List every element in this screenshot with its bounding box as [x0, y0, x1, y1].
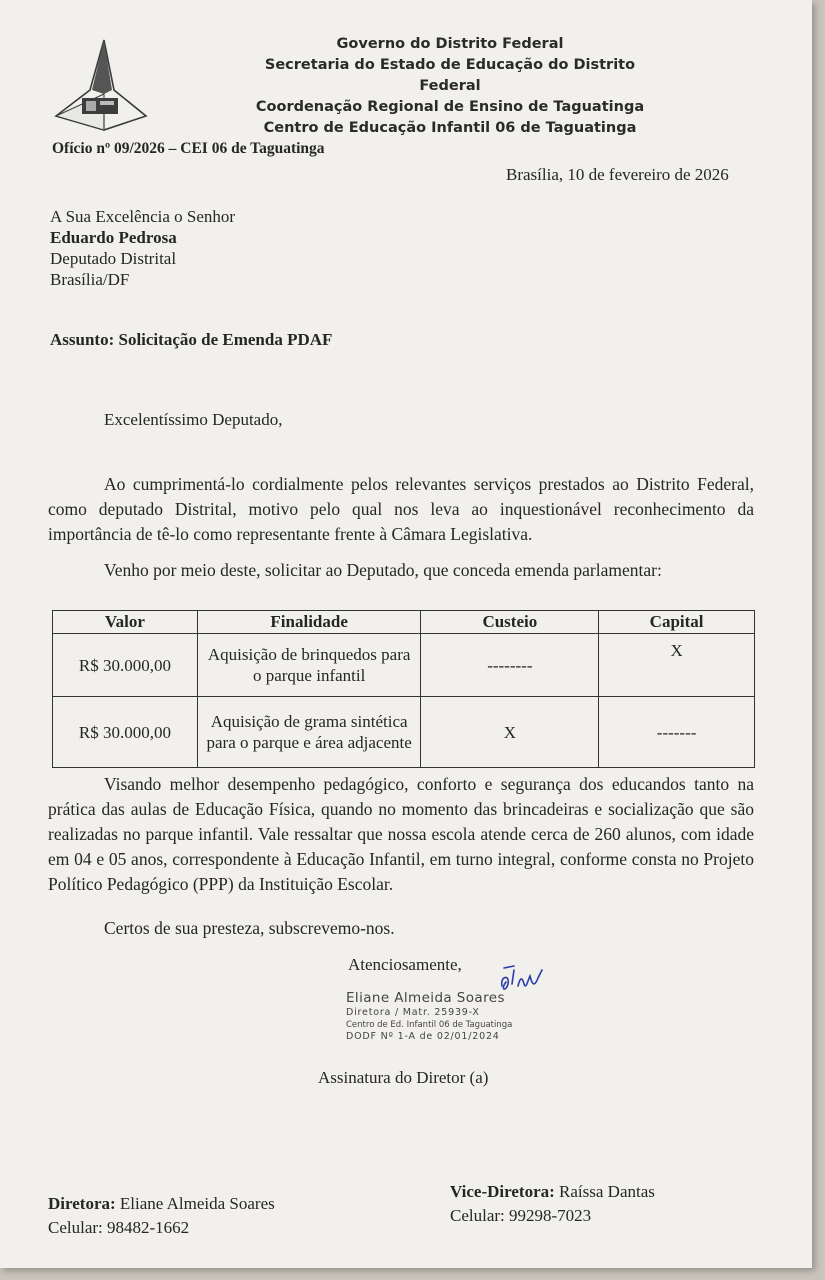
- header-custeio: Custeio: [421, 611, 599, 634]
- greeting: Excelentíssimo Deputado,: [104, 410, 283, 429]
- director-stamp: [346, 990, 512, 1043]
- director-contact: [48, 1192, 275, 1240]
- vice-director-name: Raíssa Dantas: [559, 1182, 655, 1201]
- recipient-place: Brasília/DF: [50, 270, 130, 289]
- cell-capital: X: [599, 634, 755, 697]
- director-phone: Celular: 98482-1662: [48, 1218, 190, 1237]
- vice-director-contact: [450, 1180, 655, 1228]
- date-line: Brasília, 10 de fevereiro de 2026: [506, 165, 729, 184]
- cell-capital: -------: [599, 697, 755, 768]
- cell-finalidade: Aquisição de grama sintética para o parque e área adjacente: [197, 697, 421, 768]
- gdf-emblem-icon: [52, 38, 148, 134]
- oficio-number: Ofício nº 09/2026 – CEI 06 de Taguatinga: [52, 140, 325, 157]
- signature-label: Assinatura do Diretor (a): [318, 1068, 489, 1087]
- institution-header: [250, 34, 650, 139]
- header-valor: Valor: [53, 611, 198, 634]
- stamp-institution: Centro de Ed. Infantil 06 de Taguatinga: [346, 1020, 513, 1030]
- header-line: Secretaria do Estado de Educação do Distrito Federal: [264, 57, 636, 94]
- recipient-salutation: A Sua Excelência o Senhor: [50, 207, 236, 226]
- header-line: Governo do Distrito Federal: [336, 36, 564, 52]
- recipient-role: Deputado Distrital: [50, 249, 177, 268]
- table-row: [53, 697, 755, 768]
- paragraph-3: Visando melhor desempenho pedagógico, conforto e segurança dos educandos tanto na prática das aulas de Educação Física, quando no momento das brincadeiras e socialização que são realizadas no parque infantil. Vale ressaltar que nossa escola atende cerca de 260 alunos, com idade em 04 e 05 anos, correspondente à Educação Infantil, em turno integral, conforme consta no Projeto Político Pedagógico (PPP) da Instituição Escolar.: [48, 774, 754, 894]
- cell-valor: R$ 30.000,00: [53, 634, 198, 697]
- header-capital: Capital: [599, 611, 755, 634]
- amendment-table: [52, 610, 755, 768]
- cell-finalidade: Aquisição de brinquedos para o parque infantil: [197, 634, 421, 697]
- stamp-role: Diretora / Matr. 25939-X: [346, 1007, 480, 1018]
- header-finalidade: Finalidade: [197, 611, 421, 634]
- subject-line: Assunto: Solicitação de Emenda PDAF: [50, 330, 333, 349]
- vice-director-phone: Celular: 99298-7023: [450, 1206, 592, 1225]
- recipient-block: [50, 206, 235, 290]
- header-line: Centro de Educação Infantil 06 de Taguatinga: [263, 120, 637, 136]
- cell-custeio: X: [421, 697, 599, 768]
- director-label: Diretora:: [48, 1194, 116, 1213]
- closing: Atenciosamente,: [348, 955, 462, 974]
- stamp-name: Eliane Almeida Soares: [346, 990, 505, 1006]
- vice-director-label: Vice-Diretora:: [450, 1182, 555, 1201]
- header-line: Coordenação Regional de Ensino de Taguatinga: [255, 99, 645, 115]
- cell-valor: R$ 30.000,00: [53, 697, 198, 768]
- paragraph-1: Ao cumprimentá-lo cordialmente pelos relevantes serviços prestados ao Distrito Federal, como deputado Distrital, motivo pelo qual nos leva ao inquestionável reconhecimento da importância de tê-lo como representante frente à Câmara Legislativa.: [48, 474, 754, 544]
- recipient-name: Eduardo Pedrosa: [50, 228, 177, 247]
- paragraph-2: Venho por meio deste, solicitar ao Deputado, que conceda emenda parlamentar:: [104, 560, 662, 580]
- stamp-dodf: DODF Nº 1-A de 02/01/2024: [346, 1031, 500, 1042]
- table-header-row: [53, 611, 755, 634]
- director-name: Eliane Almeida Soares: [119, 1194, 275, 1213]
- table-row: [53, 634, 755, 697]
- paragraph-4: Certos de sua presteza, subscrevemo-nos.: [104, 918, 395, 938]
- cell-custeio: --------: [421, 634, 599, 697]
